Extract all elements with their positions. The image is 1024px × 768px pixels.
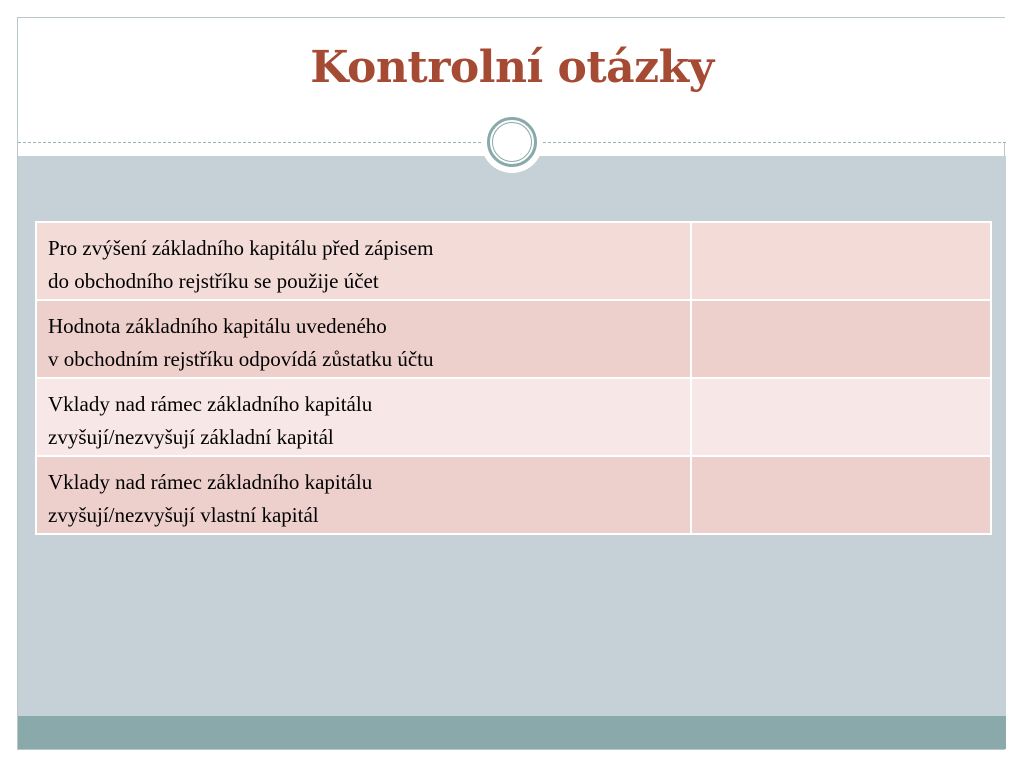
answer-cell[interactable]: [691, 300, 991, 378]
question-cell: [36, 300, 691, 378]
question-cell: [36, 378, 691, 456]
question-line: Pro zvýšení základního kapitálu před zápisem: [48, 236, 434, 260]
ornament-outer-ring: [487, 117, 537, 167]
question-line: Vklady nad rámec základního kapitálu: [48, 392, 373, 416]
slide-title: Kontrolní otázky: [310, 42, 714, 93]
footer-bar: [18, 716, 1006, 749]
question-line: Hodnota základního kapitálu uvedeného: [48, 314, 387, 338]
question-line: zvyšují/nezvyšují vlastní kapitál: [48, 503, 319, 527]
quiz-table: [35, 221, 992, 535]
question-line: zvyšují/nezvyšují základní kapitál: [48, 425, 334, 449]
answer-cell[interactable]: [691, 378, 991, 456]
question-cell: [36, 456, 691, 534]
question-cell: [36, 222, 691, 300]
ornament-inner-ring: [492, 122, 532, 162]
answer-cell[interactable]: [691, 456, 991, 534]
circle-ornament-icon: [481, 111, 543, 173]
table-row: [36, 222, 991, 300]
table-row: [36, 456, 991, 534]
answer-cell[interactable]: [691, 222, 991, 300]
question-line: v obchodním rejstříku odpovídá zůstatku účtu: [48, 347, 434, 371]
question-line: do obchodního rejstříku se použije účet: [48, 269, 379, 293]
table-row: [36, 300, 991, 378]
table-row: [36, 378, 991, 456]
question-line: Vklady nad rámec základního kapitálu: [48, 470, 373, 494]
